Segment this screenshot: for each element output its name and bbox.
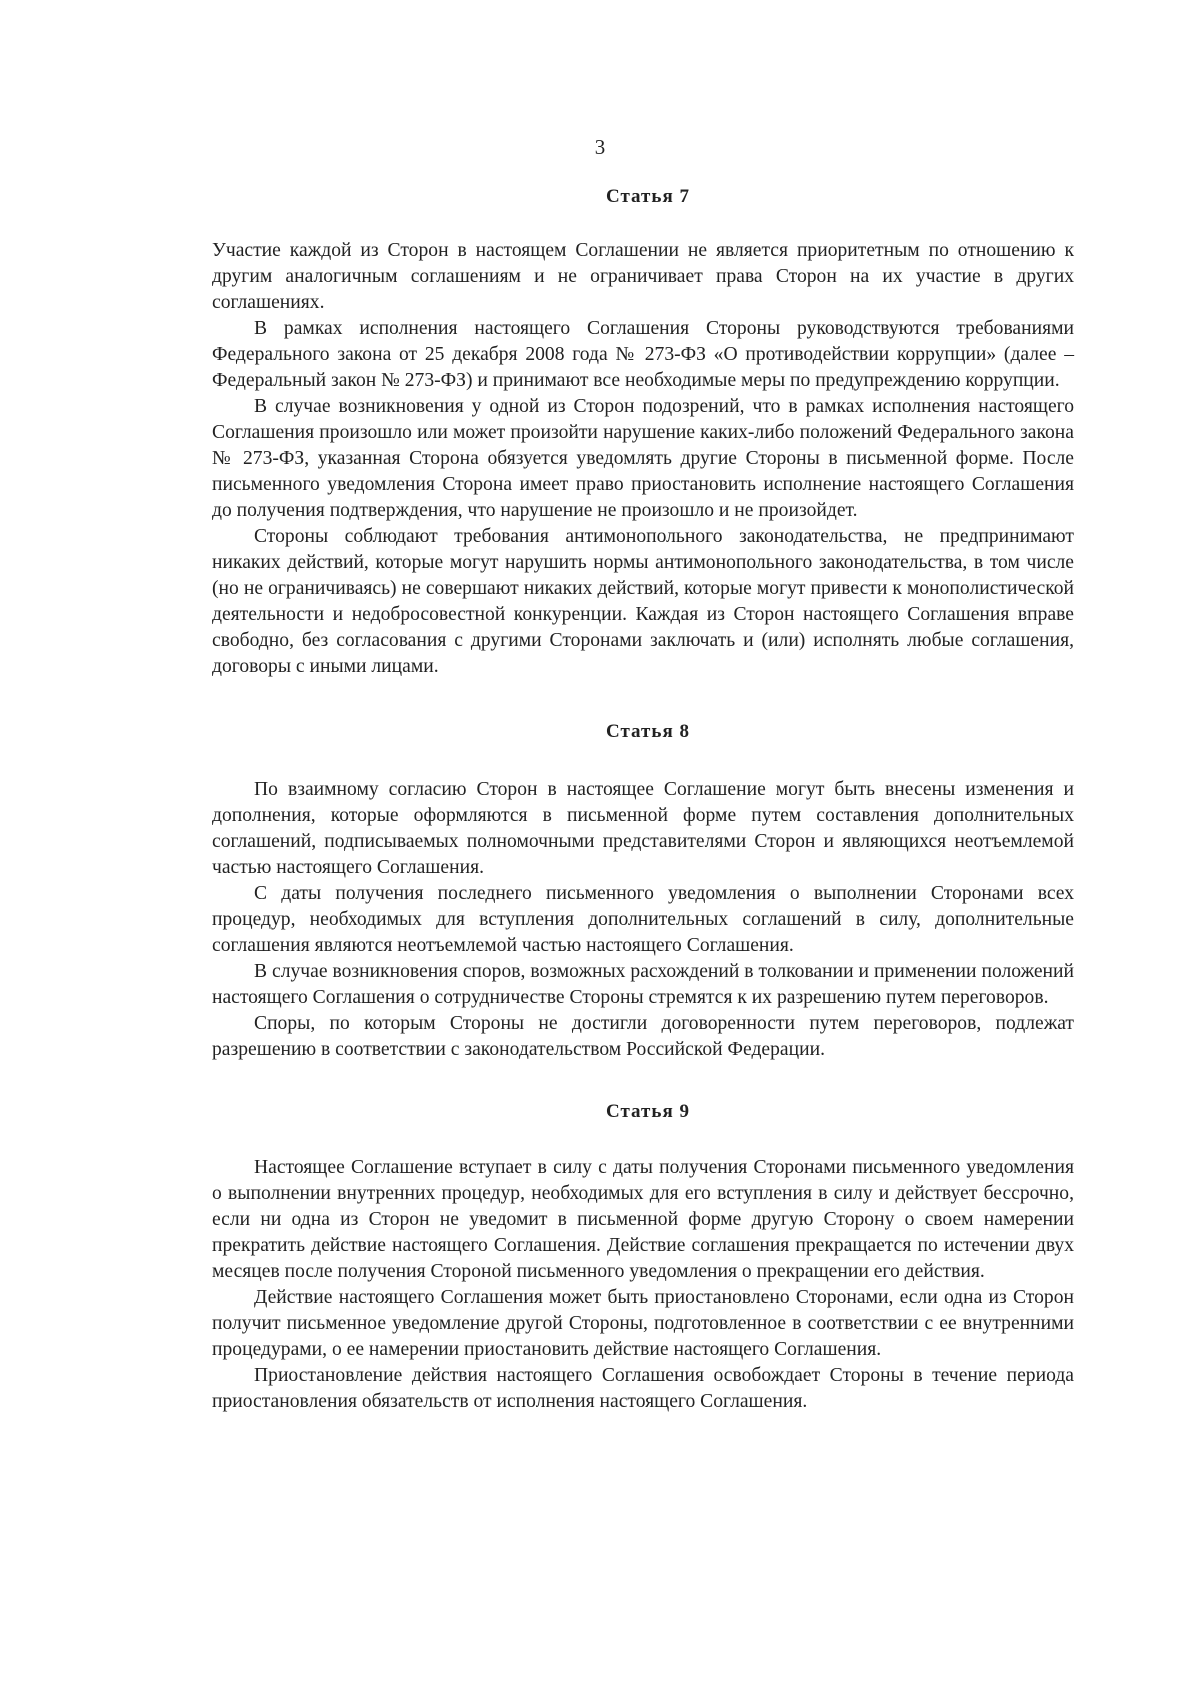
document-body xyxy=(212,184,1074,1415)
paragraph: В рамках исполнения настоящего Соглашения Стороны руководствуются требованиями Федерального закона от 25 декабря 2008 года № 273-ФЗ «О противодействии коррупции» (далее – Федеральный закон № 273-ФЗ) и принимают все необходимые меры по предупреждению коррупции. xyxy=(212,318,1074,391)
article-9 xyxy=(212,1099,1074,1415)
article-7 xyxy=(212,184,1074,680)
paragraph: Действие настоящего Соглашения может быть приостановлено Сторонами, если одна из Сторон получит письменное уведомление другой Стороны, подготовленное в соответствии с ее внутренними процедурами, о ее намерении приостановить действие настоящего Соглашения. xyxy=(212,1287,1074,1360)
article-heading: Статья 9 xyxy=(606,1101,690,1122)
paragraph: По взаимному согласию Сторон в настоящее Соглашение могут быть внесены изменения и дополнения, которые оформляются в письменной форме путем составления дополнительных соглашений, подписываемых полномочными представителями Сторон и являющихся неотъемлемой частью настоящего Соглашения. xyxy=(212,779,1074,878)
article-heading: Статья 7 xyxy=(606,186,690,207)
paragraph: Настоящее Соглашение вступает в силу с даты получения Сторонами письменного уведомления о выполнении внутренних процедур, необходимых для его вступления в силу и действует бессрочно, если ни одна из Сторон не уведомит в письменной форме другую Сторону о своем намерении прекратить действие настоящего Соглашения. Действие соглашения прекращается по истечении двух месяцев после получения Стороной письменного уведомления о прекращении его действия. xyxy=(212,1157,1074,1282)
paragraph: С даты получения последнего письменного уведомления о выполнении Сторонами всех процедур, необходимых для вступления дополнительных соглашений в силу, дополнительные соглашения являются неотъемлемой частью настоящего Соглашения. xyxy=(212,883,1074,956)
paragraph: В случае возникновения у одной из Сторон подозрений, что в рамках исполнения настоящего Соглашения произошло или может произойти нарушение каких-либо положений Федерального закона № 273-ФЗ, указанная Сторона обязуется уведомлять другие Стороны в письменной форме. После письменного уведомления Сторона имеет право приостановить исполнение настоящего Соглашения до получения подтверждения, что нарушение не произошло и не произойдет. xyxy=(212,396,1074,521)
paragraph: Стороны соблюдают требования антимонопольного законодательства, не предпринимают никаких действий, которые могут нарушить нормы антимонопольного законодательства, в том числе (но не ограничиваясь) не совершают никаких действий, которые могут привести к монополистической деятельности и недобросовестной конкуренции. Каждая из Сторон настоящего Соглашения вправе свободно, без согласования с другими Сторонами заключать и (или) исполнять любые соглашения, договоры с иными лицами. xyxy=(212,526,1074,677)
article-8 xyxy=(212,719,1074,1063)
paragraph: Споры, по которым Стороны не достигли договоренности путем переговоров, подлежат разрешению в соответствии с законодательством Российской Федерации. xyxy=(212,1013,1074,1060)
paragraph: Приостановление действия настоящего Соглашения освобождает Стороны в течение периода приостановления обязательств от исполнения настоящего Соглашения. xyxy=(212,1365,1074,1412)
paragraph: В случае возникновения споров, возможных расхождений в толковании и применении положений настоящего Соглашения о сотрудничестве Стороны стремятся к их разрешению путем переговоров. xyxy=(212,961,1074,1008)
article-heading: Статья 8 xyxy=(606,721,690,742)
paragraph: Участие каждой из Сторон в настоящем Соглашении не является приоритетным по отношению к другим аналогичным соглашениям и не ограничивает права Сторон на их участие в других соглашениях. xyxy=(212,240,1074,313)
page-number: 3 xyxy=(594,135,606,159)
